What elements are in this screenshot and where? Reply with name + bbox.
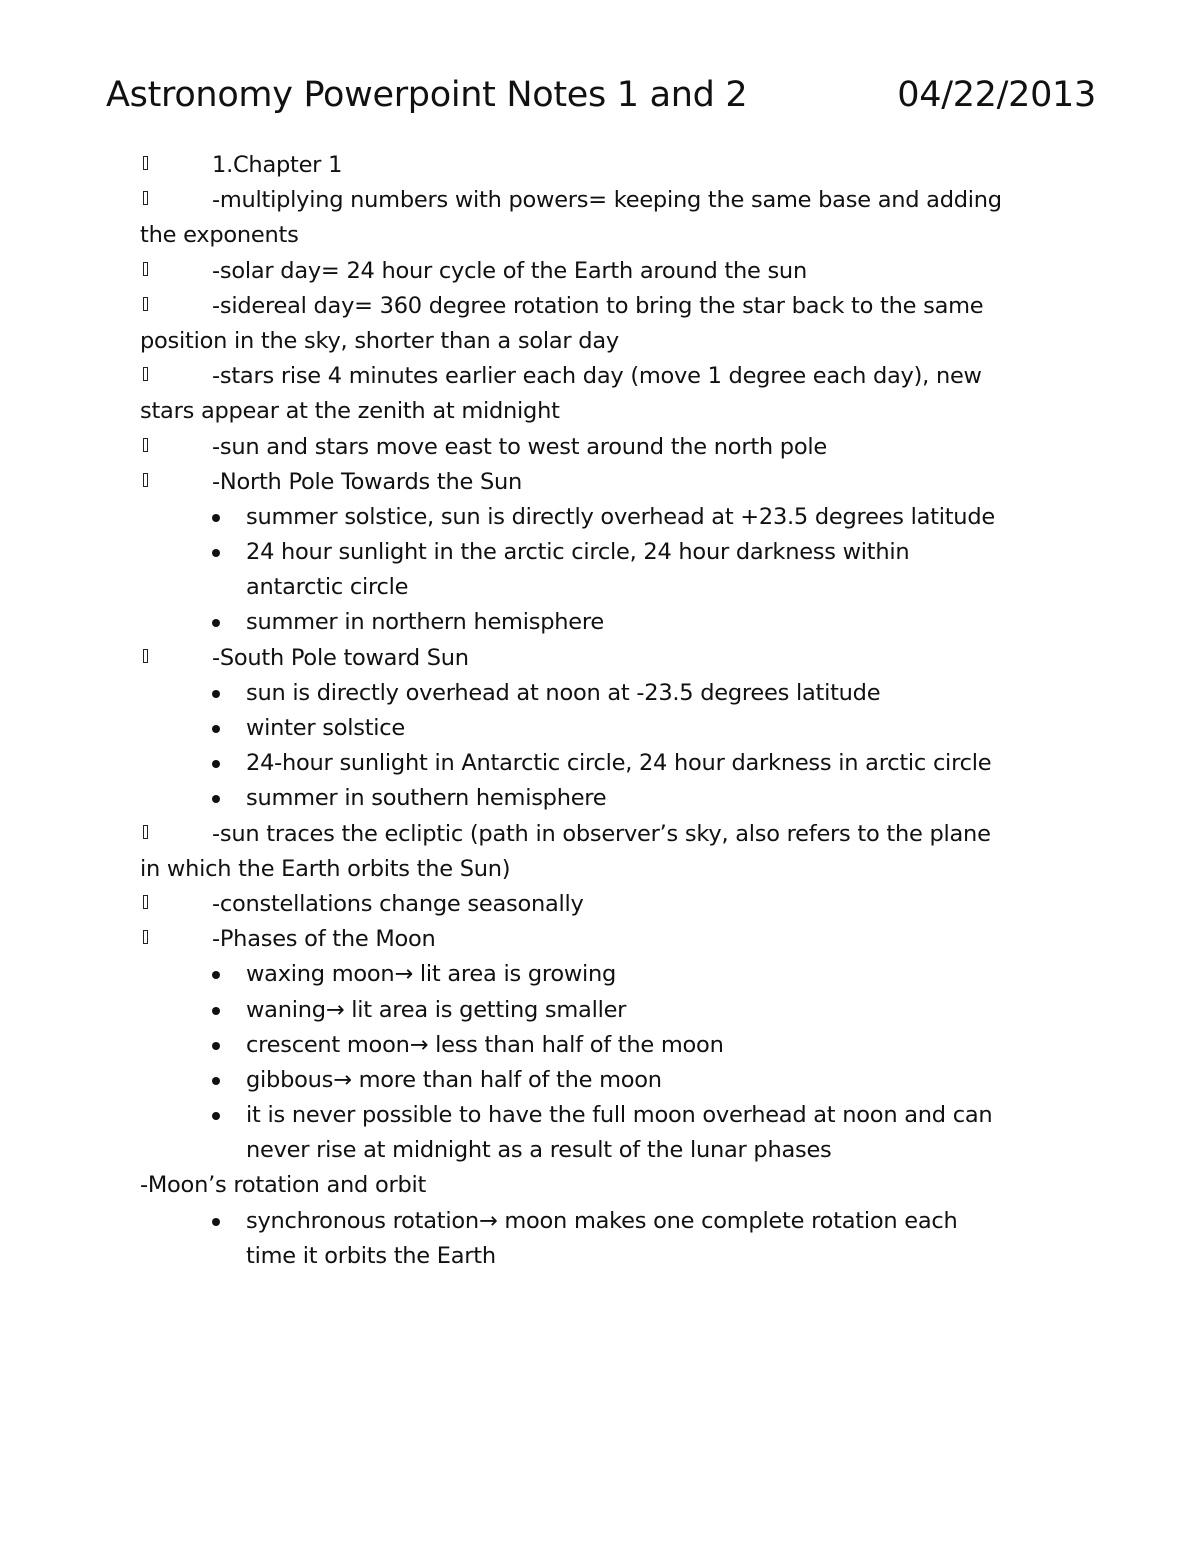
- bullet-text-continued: time it orbits the Earth: [246, 1242, 496, 1269]
- note-text-continued: position in the sky, shorter than a solar day: [140, 327, 619, 354]
- note-text: 1.Chapter 1: [212, 152, 343, 178]
- bullet-dot-icon: [212, 795, 220, 803]
- note-line: [140, 289, 1070, 324]
- bullet-dot-icon: [212, 619, 220, 627]
- missing-glyph-bullet-icon: [143, 930, 148, 944]
- missing-glyph-bullet-icon: [143, 438, 148, 452]
- bullet-line: [140, 570, 1070, 605]
- note-line: [140, 852, 1070, 887]
- bullet-dot-icon: [212, 1077, 220, 1085]
- note-line: [140, 641, 1070, 676]
- missing-glyph-bullet-icon: [143, 649, 148, 663]
- page-date: 04/22/2013: [897, 75, 1096, 115]
- bullet-text: synchronous rotation→ moon makes one complete rotation each: [246, 1207, 958, 1234]
- bullet-line: [140, 711, 1070, 746]
- bullet-text: 24-hour sunlight in Antarctic circle, 24 hour darkness in arctic circle: [246, 750, 992, 777]
- bullet-line: [140, 1098, 1070, 1133]
- note-line: [140, 430, 1070, 465]
- missing-glyph-bullet-icon: [143, 156, 148, 170]
- bullet-text: waning→ lit area is getting smaller: [246, 996, 627, 1023]
- missing-glyph-bullet-icon: [143, 297, 148, 311]
- bullet-text: it is never possible to have the full moon overhead at noon and can: [246, 1102, 993, 1129]
- bullet-dot-icon: [212, 725, 220, 733]
- bullet-line: [140, 535, 1070, 570]
- note-line: [140, 394, 1070, 429]
- missing-glyph-bullet-icon: [143, 191, 148, 205]
- bullet-line: [140, 676, 1070, 711]
- bullet-line: [140, 781, 1070, 816]
- bullet-line: [140, 746, 1070, 781]
- note-line: [140, 324, 1070, 359]
- bullet-text: summer in northern hemisphere: [246, 609, 604, 636]
- missing-glyph-bullet-icon: [143, 895, 148, 909]
- bullet-text-continued: antarctic circle: [246, 574, 409, 601]
- note-line: [140, 183, 1070, 218]
- note-line: [140, 887, 1070, 922]
- bullet-line: [140, 957, 1070, 992]
- missing-glyph-bullet-icon: [143, 262, 148, 276]
- note-line: [140, 465, 1070, 500]
- note-text: -constellations change seasonally: [212, 890, 584, 917]
- note-line: [140, 817, 1070, 852]
- note-text: -solar day= 24 hour cycle of the Earth around the sun: [212, 257, 807, 284]
- missing-glyph-bullet-icon: [143, 367, 148, 381]
- bullet-text: summer solstice, sun is directly overhead at +23.5 degrees latitude: [246, 503, 995, 530]
- missing-glyph-bullet-icon: [143, 825, 148, 839]
- bullet-line: [140, 1063, 1070, 1098]
- note-text: -sun and stars move east to west around the north pole: [212, 433, 827, 460]
- note-line: [140, 148, 1070, 183]
- note-line: [140, 218, 1070, 253]
- bullet-text: sun is directly overhead at noon at -23.5 degrees latitude: [246, 679, 881, 706]
- bullet-dot-icon: [212, 760, 220, 768]
- note-text-continued: the exponents: [140, 222, 299, 249]
- bullet-dot-icon: [212, 971, 220, 979]
- bullet-line: [140, 993, 1070, 1028]
- note-text-continued: in which the Earth orbits the Sun): [140, 855, 511, 882]
- note-text: -multiplying numbers with powers= keeping the same base and adding: [212, 187, 1002, 214]
- notes-body: [140, 148, 1070, 1274]
- bullet-dot-icon: [212, 690, 220, 698]
- bullet-dot-icon: [212, 1042, 220, 1050]
- bullet-text: crescent moon→ less than half of the moon: [246, 1031, 724, 1058]
- bullet-text: waxing moon→ lit area is growing: [246, 961, 617, 988]
- note-line: [140, 922, 1070, 957]
- bullet-text: gibbous→ more than half of the moon: [246, 1066, 662, 1093]
- bullet-text-continued: never rise at midnight as a result of the lunar phases: [246, 1137, 832, 1164]
- bullet-text: winter solstice: [246, 715, 405, 741]
- missing-glyph-bullet-icon: [143, 473, 148, 487]
- note-text: -North Pole Towards the Sun: [212, 468, 522, 495]
- note-line: [140, 1168, 1070, 1203]
- bullet-text: 24 hour sunlight in the arctic circle, 24 hour darkness within: [246, 539, 910, 566]
- note-text-continued: stars appear at the zenith at midnight: [140, 398, 560, 425]
- note-text: -stars rise 4 minutes earlier each day (move 1 degree each day), new: [212, 363, 982, 390]
- note-line: [140, 359, 1070, 394]
- bullet-line: [140, 500, 1070, 535]
- bullet-dot-icon: [212, 1218, 220, 1226]
- page-header: [106, 70, 1096, 120]
- note-line: [140, 254, 1070, 289]
- note-text: -Phases of the Moon: [212, 926, 436, 953]
- note-text: -South Pole toward Sun: [212, 644, 469, 671]
- bullet-dot-icon: [212, 1112, 220, 1120]
- page-title: Astronomy Powerpoint Notes 1 and 2: [106, 75, 748, 115]
- bullet-line: [140, 1133, 1070, 1168]
- bullet-dot-icon: [212, 1007, 220, 1015]
- bullet-dot-icon: [212, 514, 220, 522]
- note-text: -sun traces the ecliptic (path in observer’s sky, also refers to the plane: [212, 820, 991, 847]
- section-heading: -Moon’s rotation and orbit: [140, 1172, 427, 1199]
- bullet-dot-icon: [212, 549, 220, 557]
- note-text: -sidereal day= 360 degree rotation to bring the star back to the same: [212, 292, 984, 319]
- bullet-text: summer in southern hemisphere: [246, 785, 607, 812]
- bullet-line: [140, 1204, 1070, 1239]
- bullet-line: [140, 605, 1070, 640]
- bullet-line: [140, 1239, 1070, 1274]
- bullet-line: [140, 1028, 1070, 1063]
